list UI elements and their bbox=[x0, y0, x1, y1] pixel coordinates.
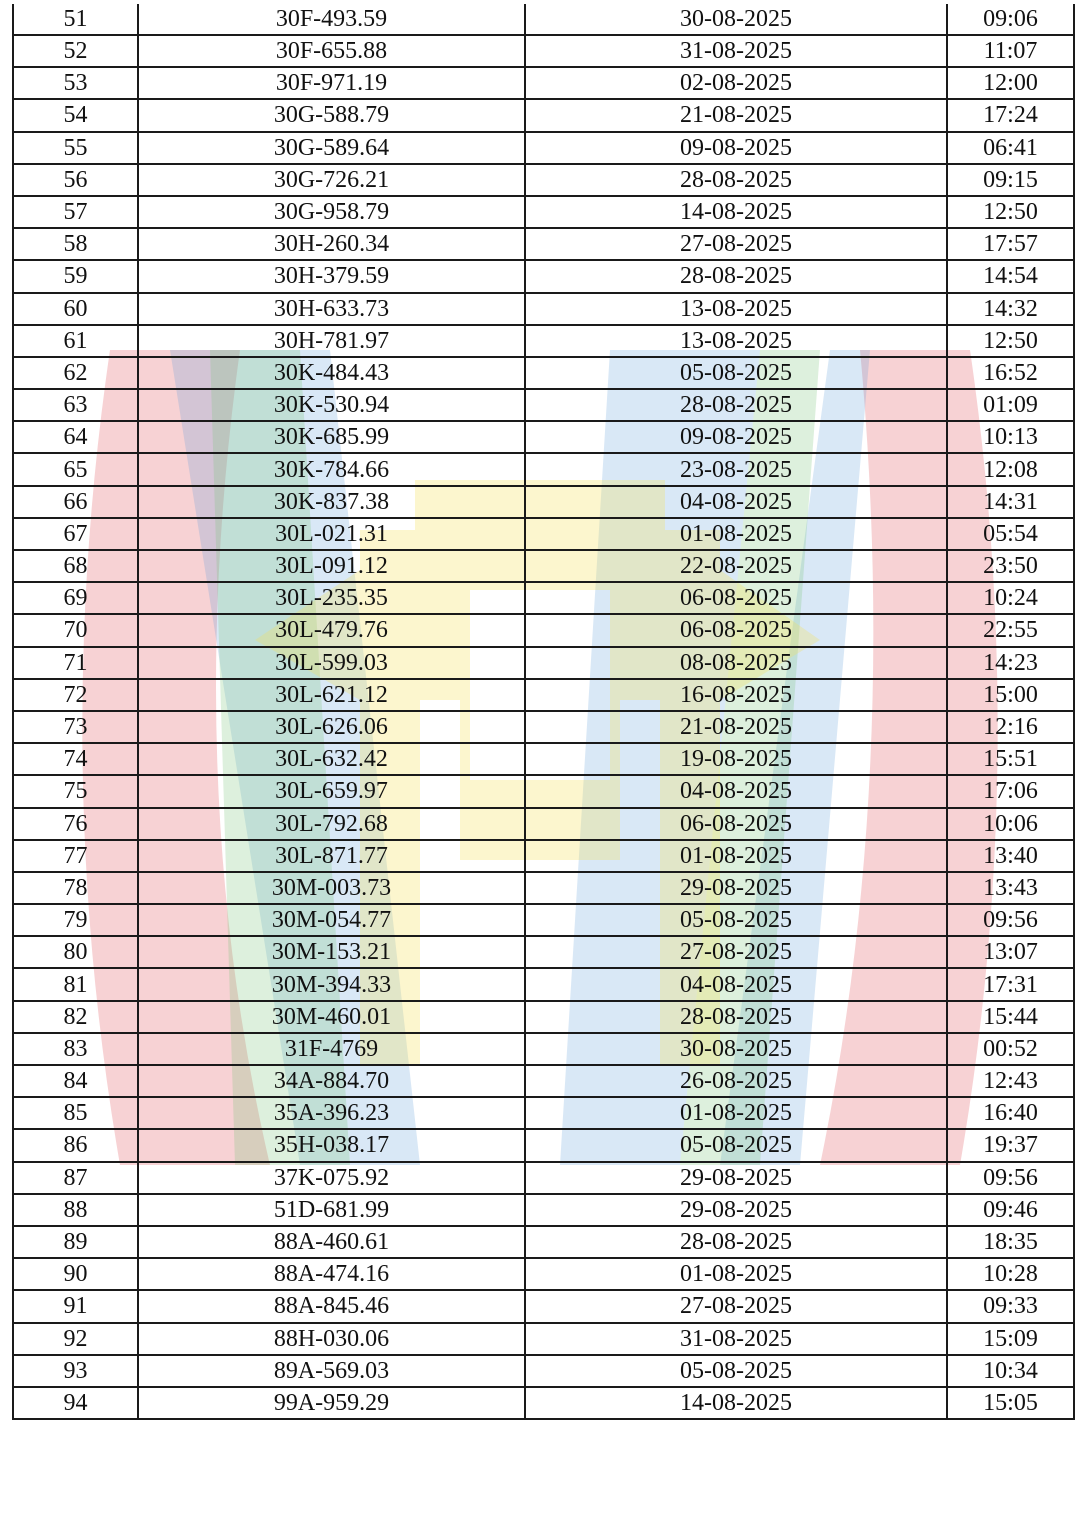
row-number-cell: 65 bbox=[13, 453, 138, 485]
table-row bbox=[13, 196, 1074, 228]
row-number-cell: 66 bbox=[13, 486, 138, 518]
time-cell: 13:43 bbox=[947, 872, 1074, 904]
table-row bbox=[13, 872, 1074, 904]
time-cell: 10:28 bbox=[947, 1258, 1074, 1290]
row-number-cell: 71 bbox=[13, 647, 138, 679]
time-cell: 15:44 bbox=[947, 1001, 1074, 1033]
time-cell: 16:52 bbox=[947, 357, 1074, 389]
plate-number-cell: 88A-474.16 bbox=[138, 1258, 525, 1290]
row-number-cell: 57 bbox=[13, 196, 138, 228]
time-cell: 14:32 bbox=[947, 293, 1074, 325]
table-row bbox=[13, 904, 1074, 936]
plate-number-cell: 30K-530.94 bbox=[138, 389, 525, 421]
plate-number-cell: 51D-681.99 bbox=[138, 1194, 525, 1226]
date-cell: 16-08-2025 bbox=[525, 679, 947, 711]
date-cell: 28-08-2025 bbox=[525, 164, 947, 196]
row-number-cell: 67 bbox=[13, 518, 138, 550]
time-cell: 09:56 bbox=[947, 904, 1074, 936]
plate-number-cell: 30L-021.31 bbox=[138, 518, 525, 550]
date-cell: 09-08-2025 bbox=[525, 421, 947, 453]
table-row bbox=[13, 99, 1074, 131]
time-cell: 15:00 bbox=[947, 679, 1074, 711]
table-row bbox=[13, 1097, 1074, 1129]
date-cell: 08-08-2025 bbox=[525, 647, 947, 679]
date-cell: 06-08-2025 bbox=[525, 808, 947, 840]
date-cell: 22-08-2025 bbox=[525, 550, 947, 582]
date-cell: 23-08-2025 bbox=[525, 453, 947, 485]
plate-number-cell: 30M-153.21 bbox=[138, 936, 525, 968]
date-cell: 05-08-2025 bbox=[525, 1355, 947, 1387]
row-number-cell: 82 bbox=[13, 1001, 138, 1033]
time-cell: 17:31 bbox=[947, 968, 1074, 1000]
plate-number-cell: 30G-588.79 bbox=[138, 99, 525, 131]
date-cell: 21-08-2025 bbox=[525, 99, 947, 131]
time-cell: 09:33 bbox=[947, 1290, 1074, 1322]
row-number-cell: 53 bbox=[13, 67, 138, 99]
date-cell: 28-08-2025 bbox=[525, 389, 947, 421]
time-cell: 09:06 bbox=[947, 4, 1074, 35]
plate-number-cell: 88H-030.06 bbox=[138, 1323, 525, 1355]
table-row bbox=[13, 1258, 1074, 1290]
time-cell: 17:24 bbox=[947, 99, 1074, 131]
plate-number-cell: 30F-971.19 bbox=[138, 67, 525, 99]
time-cell: 15:51 bbox=[947, 743, 1074, 775]
row-number-cell: 81 bbox=[13, 968, 138, 1000]
time-cell: 10:24 bbox=[947, 582, 1074, 614]
row-number-cell: 93 bbox=[13, 1355, 138, 1387]
time-cell: 12:08 bbox=[947, 453, 1074, 485]
table-row bbox=[13, 228, 1074, 260]
plate-number-cell: 30F-493.59 bbox=[138, 4, 525, 35]
date-cell: 31-08-2025 bbox=[525, 1323, 947, 1355]
plate-number-cell: 30G-958.79 bbox=[138, 196, 525, 228]
row-number-cell: 75 bbox=[13, 775, 138, 807]
table-row bbox=[13, 4, 1074, 35]
table-row bbox=[13, 518, 1074, 550]
row-number-cell: 62 bbox=[13, 357, 138, 389]
time-cell: 06:41 bbox=[947, 132, 1074, 164]
plate-number-cell: 30L-621.12 bbox=[138, 679, 525, 711]
table-row bbox=[13, 775, 1074, 807]
row-number-cell: 94 bbox=[13, 1387, 138, 1419]
row-number-cell: 59 bbox=[13, 260, 138, 292]
date-cell: 05-08-2025 bbox=[525, 357, 947, 389]
date-cell: 06-08-2025 bbox=[525, 614, 947, 646]
row-number-cell: 86 bbox=[13, 1129, 138, 1161]
plate-number-cell: 30M-054.77 bbox=[138, 904, 525, 936]
time-cell: 14:23 bbox=[947, 647, 1074, 679]
row-number-cell: 72 bbox=[13, 679, 138, 711]
table-row bbox=[13, 808, 1074, 840]
row-number-cell: 60 bbox=[13, 293, 138, 325]
time-cell: 10:34 bbox=[947, 1355, 1074, 1387]
table-row bbox=[13, 614, 1074, 646]
time-cell: 18:35 bbox=[947, 1226, 1074, 1258]
time-cell: 15:09 bbox=[947, 1323, 1074, 1355]
plate-number-cell: 30H-781.97 bbox=[138, 325, 525, 357]
table-row bbox=[13, 67, 1074, 99]
date-cell: 27-08-2025 bbox=[525, 936, 947, 968]
plate-number-cell: 30H-379.59 bbox=[138, 260, 525, 292]
table-row bbox=[13, 486, 1074, 518]
table-row bbox=[13, 679, 1074, 711]
table-row bbox=[13, 1001, 1074, 1033]
table-row bbox=[13, 293, 1074, 325]
table-row bbox=[13, 357, 1074, 389]
plate-number-cell: 30L-626.06 bbox=[138, 711, 525, 743]
date-cell: 28-08-2025 bbox=[525, 1226, 947, 1258]
table-row bbox=[13, 325, 1074, 357]
date-cell: 01-08-2025 bbox=[525, 1097, 947, 1129]
plate-number-cell: 30M-003.73 bbox=[138, 872, 525, 904]
table-row bbox=[13, 936, 1074, 968]
plate-number-cell: 30L-091.12 bbox=[138, 550, 525, 582]
row-number-cell: 68 bbox=[13, 550, 138, 582]
time-cell: 14:31 bbox=[947, 486, 1074, 518]
row-number-cell: 85 bbox=[13, 1097, 138, 1129]
table-row bbox=[13, 1226, 1074, 1258]
table-row bbox=[13, 1162, 1074, 1194]
date-cell: 05-08-2025 bbox=[525, 904, 947, 936]
row-number-cell: 83 bbox=[13, 1033, 138, 1065]
time-cell: 09:15 bbox=[947, 164, 1074, 196]
time-cell: 11:07 bbox=[947, 35, 1074, 67]
date-cell: 13-08-2025 bbox=[525, 325, 947, 357]
plate-number-cell: 30K-784.66 bbox=[138, 453, 525, 485]
plate-number-cell: 30M-394.33 bbox=[138, 968, 525, 1000]
row-number-cell: 90 bbox=[13, 1258, 138, 1290]
time-cell: 09:46 bbox=[947, 1194, 1074, 1226]
date-cell: 14-08-2025 bbox=[525, 196, 947, 228]
table-row bbox=[13, 968, 1074, 1000]
time-cell: 12:16 bbox=[947, 711, 1074, 743]
row-number-cell: 89 bbox=[13, 1226, 138, 1258]
plate-number-cell: 30L-632.42 bbox=[138, 743, 525, 775]
row-number-cell: 74 bbox=[13, 743, 138, 775]
row-number-cell: 64 bbox=[13, 421, 138, 453]
row-number-cell: 88 bbox=[13, 1194, 138, 1226]
table-row bbox=[13, 1033, 1074, 1065]
date-cell: 29-08-2025 bbox=[525, 872, 947, 904]
date-cell: 19-08-2025 bbox=[525, 743, 947, 775]
time-cell: 00:52 bbox=[947, 1033, 1074, 1065]
plate-number-cell: 88A-845.46 bbox=[138, 1290, 525, 1322]
plate-number-cell: 99A-959.29 bbox=[138, 1387, 525, 1419]
plate-number-cell: 30L-235.35 bbox=[138, 582, 525, 614]
date-cell: 01-08-2025 bbox=[525, 518, 947, 550]
time-cell: 10:06 bbox=[947, 808, 1074, 840]
plate-number-cell: 30M-460.01 bbox=[138, 1001, 525, 1033]
row-number-cell: 55 bbox=[13, 132, 138, 164]
date-cell: 01-08-2025 bbox=[525, 1258, 947, 1290]
date-cell: 04-08-2025 bbox=[525, 486, 947, 518]
row-number-cell: 70 bbox=[13, 614, 138, 646]
plate-number-cell: 30H-633.73 bbox=[138, 293, 525, 325]
date-cell: 28-08-2025 bbox=[525, 260, 947, 292]
table-row bbox=[13, 647, 1074, 679]
plate-number-cell: 89A-569.03 bbox=[138, 1355, 525, 1387]
date-cell: 29-08-2025 bbox=[525, 1162, 947, 1194]
row-number-cell: 69 bbox=[13, 582, 138, 614]
plate-number-cell: 34A-884.70 bbox=[138, 1065, 525, 1097]
table-row bbox=[13, 1355, 1074, 1387]
date-cell: 27-08-2025 bbox=[525, 228, 947, 260]
plate-number-cell: 31F-4769 bbox=[138, 1033, 525, 1065]
table-row bbox=[13, 840, 1074, 872]
row-number-cell: 52 bbox=[13, 35, 138, 67]
time-cell: 12:50 bbox=[947, 325, 1074, 357]
table-row bbox=[13, 132, 1074, 164]
row-number-cell: 51 bbox=[13, 4, 138, 35]
time-cell: 15:05 bbox=[947, 1387, 1074, 1419]
table-row bbox=[13, 1065, 1074, 1097]
date-cell: 13-08-2025 bbox=[525, 293, 947, 325]
table-row bbox=[13, 260, 1074, 292]
plate-number-cell: 30G-589.64 bbox=[138, 132, 525, 164]
plate-number-cell: 30F-655.88 bbox=[138, 35, 525, 67]
plate-number-cell: 30L-871.77 bbox=[138, 840, 525, 872]
time-cell: 22:55 bbox=[947, 614, 1074, 646]
row-number-cell: 80 bbox=[13, 936, 138, 968]
plate-number-cell: 37K-075.92 bbox=[138, 1162, 525, 1194]
table-body bbox=[13, 4, 1074, 1419]
plate-number-cell: 35A-396.23 bbox=[138, 1097, 525, 1129]
time-cell: 05:54 bbox=[947, 518, 1074, 550]
time-cell: 16:40 bbox=[947, 1097, 1074, 1129]
table-row bbox=[13, 1129, 1074, 1161]
date-cell: 30-08-2025 bbox=[525, 4, 947, 35]
row-number-cell: 78 bbox=[13, 872, 138, 904]
date-cell: 06-08-2025 bbox=[525, 582, 947, 614]
date-cell: 31-08-2025 bbox=[525, 35, 947, 67]
plate-number-cell: 30G-726.21 bbox=[138, 164, 525, 196]
date-cell: 29-08-2025 bbox=[525, 1194, 947, 1226]
time-cell: 12:00 bbox=[947, 67, 1074, 99]
plate-number-cell: 30K-484.43 bbox=[138, 357, 525, 389]
date-cell: 30-08-2025 bbox=[525, 1033, 947, 1065]
table-row bbox=[13, 711, 1074, 743]
date-cell: 26-08-2025 bbox=[525, 1065, 947, 1097]
time-cell: 12:43 bbox=[947, 1065, 1074, 1097]
time-cell: 01:09 bbox=[947, 389, 1074, 421]
date-cell: 27-08-2025 bbox=[525, 1290, 947, 1322]
date-cell: 21-08-2025 bbox=[525, 711, 947, 743]
table-row bbox=[13, 550, 1074, 582]
table-row bbox=[13, 389, 1074, 421]
date-cell: 14-08-2025 bbox=[525, 1387, 947, 1419]
row-number-cell: 91 bbox=[13, 1290, 138, 1322]
row-number-cell: 61 bbox=[13, 325, 138, 357]
plate-number-cell: 88A-460.61 bbox=[138, 1226, 525, 1258]
row-number-cell: 92 bbox=[13, 1323, 138, 1355]
time-cell: 14:54 bbox=[947, 260, 1074, 292]
table-row bbox=[13, 582, 1074, 614]
date-cell: 05-08-2025 bbox=[525, 1129, 947, 1161]
table-row bbox=[13, 35, 1074, 67]
row-number-cell: 79 bbox=[13, 904, 138, 936]
time-cell: 17:06 bbox=[947, 775, 1074, 807]
table-row bbox=[13, 453, 1074, 485]
table-row bbox=[13, 1323, 1074, 1355]
table-row bbox=[13, 1290, 1074, 1322]
table-row bbox=[13, 1387, 1074, 1419]
row-number-cell: 76 bbox=[13, 808, 138, 840]
table-row bbox=[13, 421, 1074, 453]
table-row bbox=[13, 743, 1074, 775]
row-number-cell: 56 bbox=[13, 164, 138, 196]
time-cell: 12:50 bbox=[947, 196, 1074, 228]
plate-number-cell: 30L-659.97 bbox=[138, 775, 525, 807]
row-number-cell: 77 bbox=[13, 840, 138, 872]
plate-number-cell: 30L-792.68 bbox=[138, 808, 525, 840]
time-cell: 13:40 bbox=[947, 840, 1074, 872]
row-number-cell: 73 bbox=[13, 711, 138, 743]
time-cell: 23:50 bbox=[947, 550, 1074, 582]
row-number-cell: 87 bbox=[13, 1162, 138, 1194]
row-number-cell: 63 bbox=[13, 389, 138, 421]
date-cell: 09-08-2025 bbox=[525, 132, 947, 164]
row-number-cell: 58 bbox=[13, 228, 138, 260]
time-cell: 13:07 bbox=[947, 936, 1074, 968]
date-cell: 04-08-2025 bbox=[525, 775, 947, 807]
date-cell: 04-08-2025 bbox=[525, 968, 947, 1000]
time-cell: 17:57 bbox=[947, 228, 1074, 260]
date-cell: 28-08-2025 bbox=[525, 1001, 947, 1033]
plate-number-cell: 30K-685.99 bbox=[138, 421, 525, 453]
plate-number-cell: 30L-479.76 bbox=[138, 614, 525, 646]
plate-number-cell: 30L-599.03 bbox=[138, 647, 525, 679]
table-row bbox=[13, 164, 1074, 196]
time-cell: 10:13 bbox=[947, 421, 1074, 453]
date-cell: 01-08-2025 bbox=[525, 840, 947, 872]
plate-number-cell: 30H-260.34 bbox=[138, 228, 525, 260]
license-plate-table bbox=[12, 4, 1075, 1420]
plate-number-cell: 35H-038.17 bbox=[138, 1129, 525, 1161]
time-cell: 19:37 bbox=[947, 1129, 1074, 1161]
row-number-cell: 84 bbox=[13, 1065, 138, 1097]
row-number-cell: 54 bbox=[13, 99, 138, 131]
table-row bbox=[13, 1194, 1074, 1226]
time-cell: 09:56 bbox=[947, 1162, 1074, 1194]
date-cell: 02-08-2025 bbox=[525, 67, 947, 99]
plate-number-cell: 30K-837.38 bbox=[138, 486, 525, 518]
